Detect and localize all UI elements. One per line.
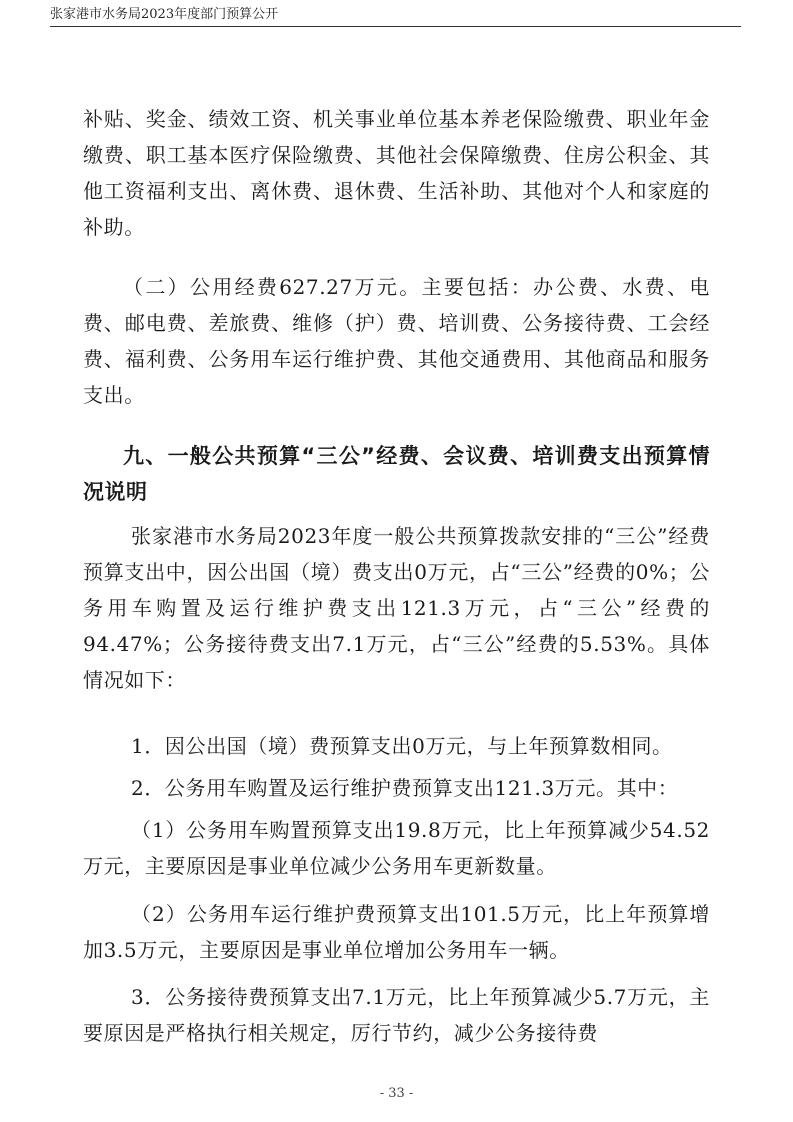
- header-rule: [50, 26, 741, 27]
- paragraph-personnel-items: 补贴、奖金、绩效工资、机关事业单位基本养老保险缴费、职业年金缴费、职工基本医疗保险缴费、其他社会保障缴费、住房公积金、其他工资福利支出、离休费、退休费、生活补助、其他对个人和家庭的补助。: [83, 107, 710, 239]
- paragraph-item-2-2: （2）公务用车运行维护费预算支出101.5万元，比上年预算增加3.5万元，主要原因是事业单位增加公务用车一辆。: [83, 902, 710, 962]
- paragraph-item-2: 2．公务用车购置及运行维护费预算支出121.3万元。其中：: [131, 776, 679, 800]
- page-number: - 33 -: [379, 1086, 414, 1101]
- paragraph-three-public-summary: 张家港市水务局2023年度一般公共预算拨款安排的“三公”经费预算支出中，因公出国（境）费支出0万元，占“三公”经费的0%；公务用车购置及运行维护费支出121.3万元，占“三公”经费的94.47%；公务接待费支出7.1万元，占“三公”经费的5.53%。具体情况如下：: [83, 524, 710, 692]
- paragraph-public-expenses: （二）公用经费627.27万元。主要包括：办公费、水费、电费、邮电费、差旅费、维修（护）费、培训费、公务接待费、工会经费、福利费、公务用车运行维护费、其他交通费用、其他商品和服务支出。: [83, 275, 710, 407]
- paragraph-item-3: 3．公务接待费预算支出7.1万元，比上年预算减少5.7万元，主要原因是严格执行相关规定，厉行节约，减少公务接待费: [83, 985, 710, 1045]
- running-header: 张家港市水务局2023年度部门预算公开: [50, 7, 279, 22]
- paragraph-item-2-1: （1）公务用车购置预算支出19.8万元，比上年预算减少54.52万元，主要原因是事业单位减少公务用车更新数量。: [83, 818, 710, 878]
- paragraph-item-1: 1．因公出国（境）费预算支出0万元，与上年预算数相同。: [131, 734, 673, 758]
- section-heading-three-public: 九、一般公共预算“三公”经费、会议费、培训费支出预算情况说明: [83, 444, 710, 504]
